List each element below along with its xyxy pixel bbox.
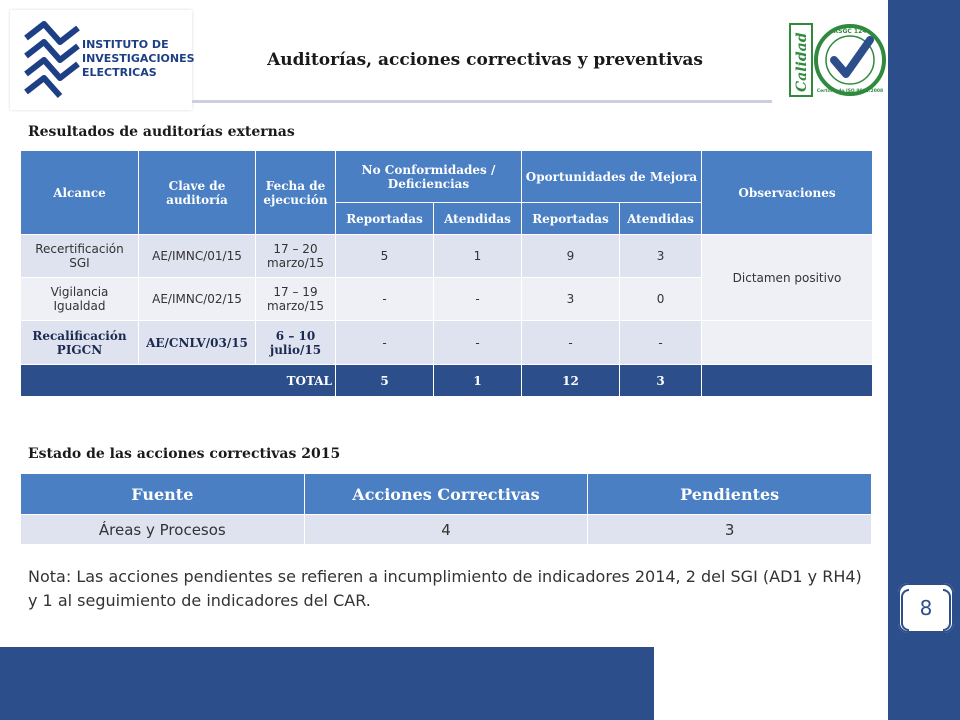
- cell-nc-atendidas: 1: [434, 235, 522, 278]
- header-clave: Clave de auditoría: [139, 151, 256, 235]
- cell-fecha: 17 – 19 marzo/15: [256, 278, 336, 321]
- cell-alcance: Recalificación PIGCN: [21, 321, 139, 365]
- logo-line-2: INVESTIGACIONES: [82, 52, 195, 65]
- header-om-reportadas: Reportadas: [522, 203, 620, 235]
- institution-logo: [10, 10, 195, 110]
- cell-clave: AE/IMNC/02/15: [139, 278, 256, 321]
- header-fecha: Fecha de ejecución: [256, 151, 336, 235]
- cell-om-reportadas: -: [522, 321, 620, 365]
- header-acciones: Acciones Correctivas: [304, 474, 588, 515]
- bottom-accent-bar: [0, 647, 654, 720]
- calidad-certificate-icon: [788, 20, 888, 100]
- header-observaciones: Observaciones: [702, 151, 873, 235]
- page-number: 8: [919, 596, 933, 620]
- total-row: [21, 365, 873, 397]
- table-row: [21, 515, 872, 545]
- audit-results-table: [20, 150, 873, 397]
- table-row: [21, 235, 873, 278]
- cell-om-atendidas: 3: [620, 235, 702, 278]
- header-fuente: Fuente: [21, 474, 305, 515]
- cell-om-atendidas: 0: [620, 278, 702, 321]
- calidad-ring-top: RSGC 124: [833, 28, 867, 35]
- cell-nc-reportadas: 5: [336, 235, 434, 278]
- cell-fecha: 6 – 10 julio/15: [256, 321, 336, 365]
- corrective-actions-table: [20, 473, 872, 545]
- total-nc-atendidas: 1: [434, 365, 522, 397]
- header-nc-atendidas: Atendidas: [434, 203, 522, 235]
- cell-acciones: 4: [304, 515, 588, 545]
- total-om-atendidas: 3: [620, 365, 702, 397]
- cell-fuente: Áreas y Procesos: [21, 515, 305, 545]
- cell-nc-reportadas: -: [336, 278, 434, 321]
- header-om-atendidas: Atendidas: [620, 203, 702, 235]
- calidad-ring-bottom: Certificado ISO 9001:2008: [816, 89, 884, 94]
- total-om-reportadas: 12: [522, 365, 620, 397]
- header-alcance: Alcance: [21, 151, 139, 235]
- logo-line-1: INSTITUTO DE: [82, 38, 169, 51]
- cell-nc-atendidas: -: [434, 321, 522, 365]
- cell-fecha: 17 – 20 marzo/15: [256, 235, 336, 278]
- calidad-word: Calidad: [794, 32, 810, 92]
- cell-alcance: Vigilancia Igualdad: [21, 278, 139, 321]
- cell-nc-atendidas: -: [434, 278, 522, 321]
- logo-line-3: ELECTRICAS: [82, 66, 157, 79]
- logo-text: [82, 38, 195, 80]
- cell-om-reportadas: 9: [522, 235, 620, 278]
- cell-nc-reportadas: -: [336, 321, 434, 365]
- cell-alcance: Recertificación SGI: [21, 235, 139, 278]
- section-external-audits: Resultados de auditorías externas: [28, 124, 295, 140]
- total-nc-reportadas: 5: [336, 365, 434, 397]
- header-pendientes: Pendientes: [588, 474, 872, 515]
- page-number-badge: [898, 583, 954, 633]
- header-nc-reportadas: Reportadas: [336, 203, 434, 235]
- table-row: [21, 321, 873, 365]
- cell-clave: AE/IMNC/01/15: [139, 235, 256, 278]
- cell-om-reportadas: 3: [522, 278, 620, 321]
- cell-om-atendidas: -: [620, 321, 702, 365]
- cell-observaciones-empty: [702, 321, 873, 365]
- header-no-conformidades: No Conformidades / Deficiencias: [336, 151, 522, 203]
- cell-observaciones: Dictamen positivo: [702, 235, 873, 321]
- page-title: Auditorías, acciones correctivas y preventivas: [267, 50, 703, 70]
- cell-pendientes: 3: [588, 515, 872, 545]
- header-divider: [192, 100, 772, 103]
- total-observaciones: [702, 365, 873, 397]
- section-corrective-actions: Estado de las acciones correctivas 2015: [28, 446, 341, 462]
- cell-clave: AE/CNLV/03/15: [139, 321, 256, 365]
- footnote: Nota: Las acciones pendientes se refieren a incumplimiento de indicadores 2014, 2 del SGI (AD1 y RH4) y 1 al seguimiento de indicadores del CAR.: [28, 567, 862, 610]
- header-oportunidades: Oportunidades de Mejora: [522, 151, 702, 203]
- total-label: TOTAL: [21, 365, 336, 397]
- iie-logo-icon: [22, 20, 82, 100]
